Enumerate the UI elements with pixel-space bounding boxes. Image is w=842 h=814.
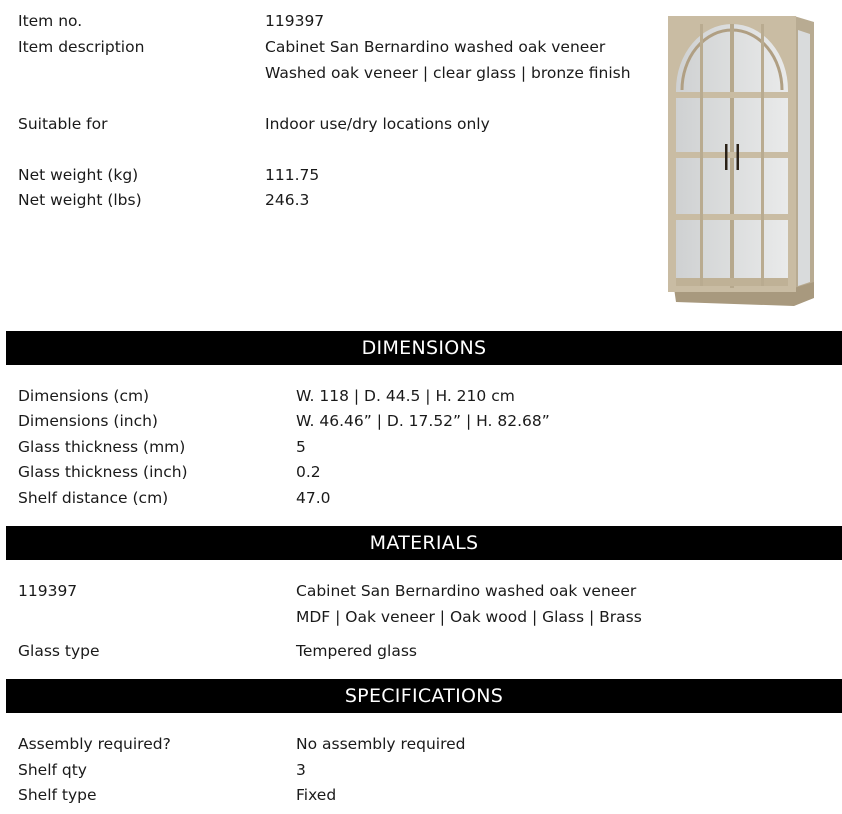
dim-row-value: 5 [296,438,306,456]
materials-header [6,526,842,560]
specifications-title: SPECIFICATIONS [344,685,504,707]
cabinet-product-image [662,10,822,310]
dim-row-label: Shelf distance (cm) [18,489,169,507]
dim-row-value: W. 46.46” | D. 17.52” | H. 82.68” [296,412,550,430]
dim-row-value: W. 118 | D. 44.5 | H. 210 cm [296,387,515,405]
dim-row-label: Glass thickness (mm) [18,438,186,456]
net-weight-kg-value: 111.75 [265,166,320,184]
spec-row-label: Assembly required? [18,735,171,753]
spec-row-label: Shelf type [18,786,97,804]
specifications-header [6,679,842,713]
net-weight-lbs-value: 246.3 [265,191,310,209]
dim-row-value: 47.0 [296,489,331,507]
materials-title: MATERIALS [369,532,479,554]
net-weight-lbs-label: Net weight (lbs) [18,191,142,209]
suitable-for-value: Indoor use/dry locations only [265,115,490,133]
material-item-line1: Cabinet San Bernardino washed oak veneer [296,582,637,600]
dimensions-header [6,331,842,365]
dim-row-label: Dimensions (inch) [18,412,158,430]
item-no-label: Item no. [18,12,83,30]
cabinet-icon [662,10,822,310]
glass-type-value: Tempered glass [296,642,417,660]
glass-type-label: Glass type [18,642,100,660]
spec-row-value: 3 [296,761,306,779]
spec-row-value: No assembly required [296,735,466,753]
item-description-line1: Cabinet San Bernardino washed oak veneer [265,38,606,56]
dimensions-title: DIMENSIONS [361,337,487,359]
spec-row-label: Shelf qty [18,761,87,779]
material-item-label: 119397 [18,582,78,600]
dim-row-label: Glass thickness (inch) [18,463,188,481]
item-description-label: Item description [18,38,145,56]
item-description-line2: Washed oak veneer | clear glass | bronze finish [265,64,631,82]
item-no-value: 119397 [265,12,325,30]
dim-row-label: Dimensions (cm) [18,387,150,405]
suitable-for-label: Suitable for [18,115,108,133]
material-item-line2: MDF | Oak veneer | Oak wood | Glass | Brass [296,608,642,626]
net-weight-kg-label: Net weight (kg) [18,166,139,184]
spec-row-value: Fixed [296,786,337,804]
dim-row-value: 0.2 [296,463,321,481]
